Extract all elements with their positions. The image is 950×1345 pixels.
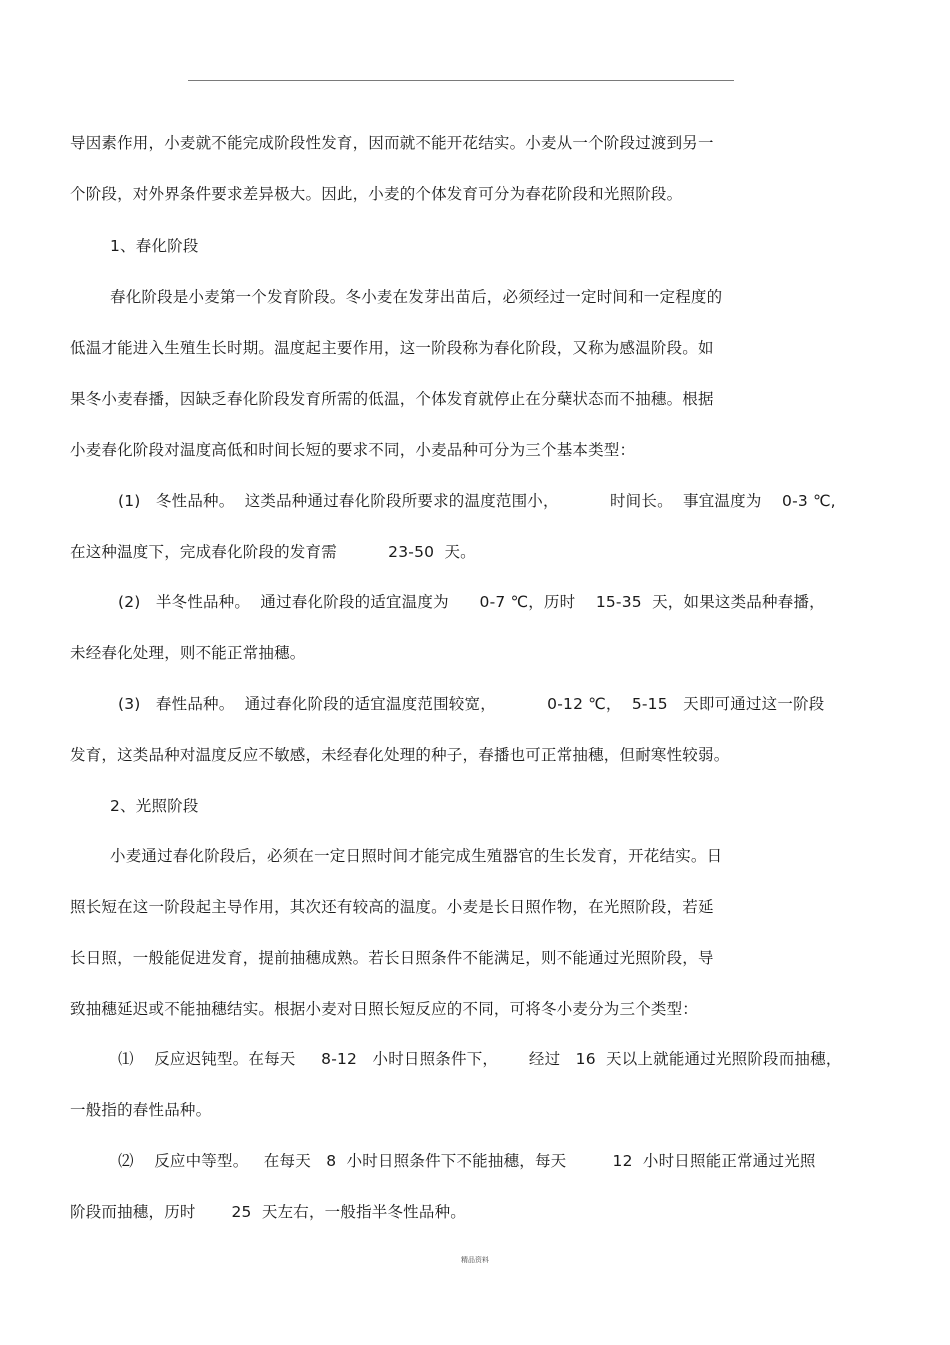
text-line: 长日照，一般能促进发育，提前抽穗成熟。若长日照条件不能满足，则不能通过光照阶段，导: [70, 949, 714, 967]
list-item: (3) 春性品种。 通过春化阶段的适宜温度范围较宽， 0-12 ℃， 5-15 天即可通过这一阶段: [118, 695, 825, 713]
text-line: 未经春化处理，则不能正常抽穗。: [70, 644, 306, 662]
text-line: 小麦春化阶段对温度高低和时间长短的要求不同，小麦品种可分为三个基本类型：: [70, 441, 636, 459]
list-item: (2) 半冬性品种。 通过春化阶段的适宜温度为 0-7 ℃，历时 15-35 天，如果这类品种春播，: [118, 593, 825, 611]
text-line: 一般指的春性品种。: [70, 1101, 212, 1119]
text-line: 在这种温度下，完成春化阶段的发育需 23-50 天。: [70, 543, 476, 561]
text-line: 低温才能进入生殖生长时期。温度起主要作用，这一阶段称为春化阶段，又称为感温阶段。如: [70, 339, 714, 357]
text-line: 果冬小麦春播，因缺乏春化阶段发育所需的低温，个体发育就停止在分蘖状态而不抽穗。根据: [70, 390, 714, 408]
text-line: 发育，这类品种对温度反应不敏感，未经春化处理的种子，春播也可正常抽穗，但耐寒性较弱。: [70, 746, 730, 764]
text-line: 阶段而抽穗，历时 25 天左右，一般指半冬性品种。: [70, 1203, 466, 1221]
section-heading: 2、光照阶段: [110, 797, 199, 815]
page-footer: 精品资料: [461, 1256, 489, 1264]
list-item: ⑵ 反应中等型。 在每天 8 小时日照条件下不能抽穗，每天 12 小时日照能正常通过光照: [118, 1152, 816, 1170]
paragraph-start: 小麦通过春化阶段后，必须在一定日照时间才能完成生殖器官的生长发育，开花结实。日: [110, 847, 723, 865]
list-item: (1) 冬性品种。 这类品种通过春化阶段所要求的温度范围小， 时间长。 事宜温度为 0-3 ℃,: [118, 492, 836, 510]
text-line: 导因素作用，小麦就不能完成阶段性发育，因而就不能开花结实。小麦从一个阶段过渡到另一: [70, 134, 714, 152]
section-heading: 1、春化阶段: [110, 237, 199, 255]
text-line: 照长短在这一阶段起主导作用，其次还有较高的温度。小麦是长日照作物，在光照阶段，若延: [70, 898, 714, 916]
paragraph-start: 春化阶段是小麦第一个发育阶段。冬小麦在发芽出苗后，必须经过一定时间和一定程度的: [110, 288, 723, 306]
list-item: ⑴ 反应迟钝型。在每天 8-12 小时日照条件下， 经过 16 天以上就能通过光照阶段而抽穗，: [118, 1050, 842, 1068]
text-line: 致抽穗延迟或不能抽穗结实。根据小麦对日照长短反应的不同，可将冬小麦分为三个类型：: [70, 1000, 699, 1018]
text-line: 个阶段，对外界条件要求差异极大。因此，小麦的个体发育可分为春花阶段和光照阶段。: [70, 185, 683, 203]
header-rule: [188, 80, 734, 81]
